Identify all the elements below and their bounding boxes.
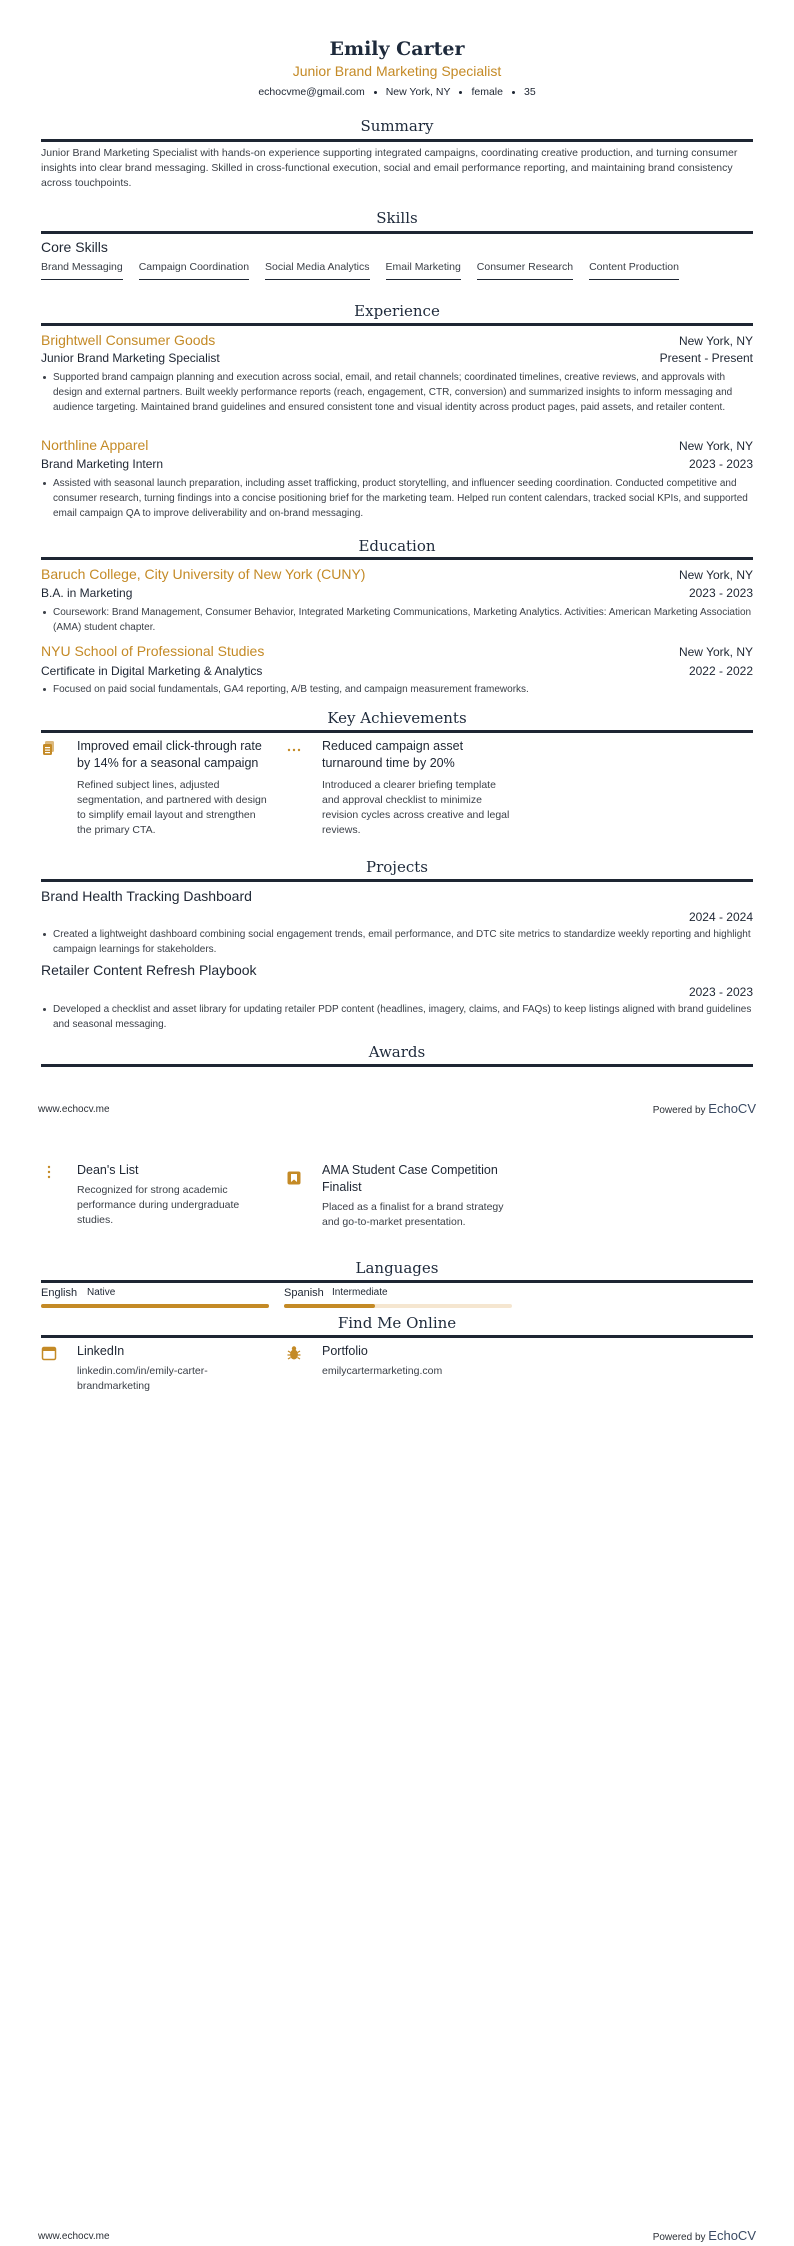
skill-chip: Campaign Coordination	[139, 261, 249, 280]
education-bullet: Coursework: Brand Management, Consumer Behavior, Integrated Marketing Communications, Marketing Analytics. Activities: American Marketing Association (AMA) student chapter.	[41, 605, 753, 635]
candidate-name: Emily Carter	[329, 38, 465, 60]
award-desc: Recognized for strong academic performance during undergraduate studies.	[77, 1184, 240, 1226]
skill-chip: Social Media Analytics	[265, 261, 369, 280]
achievement-desc: Refined subject lines, adjusted segmentation, and partnered with design to simplify email layout and strengthen the primary CTA.	[77, 779, 267, 836]
section-title-education: Education	[358, 537, 436, 555]
award-title: Dean's List	[77, 1163, 139, 1177]
section-divider	[41, 231, 753, 234]
education-org: NYU School of Professional Studies	[41, 643, 265, 659]
skills-group-label: Core Skills	[41, 239, 108, 255]
education-degree: B.A. in Marketing	[41, 586, 133, 600]
language-proficiency-fill	[41, 1304, 269, 1308]
section-title-experience: Experience	[354, 302, 440, 320]
achievement-desc: Introduced a clearer briefing template and approval checklist to minimize revision cycles across creative and legal reviews.	[322, 779, 510, 836]
online-profile-label: Portfolio	[322, 1344, 368, 1358]
language-proficiency-bar	[284, 1304, 512, 1308]
online-profile-label: LinkedIn	[77, 1344, 125, 1358]
contact-email[interactable]: echocvme@gmail.com	[258, 86, 365, 98]
section-divider	[41, 1335, 753, 1338]
footer-site-link[interactable]: www.echocv.me	[38, 1104, 110, 1115]
footer-powered-by	[653, 2228, 756, 2243]
skill-chip: Brand Messaging	[41, 261, 123, 280]
section-divider	[41, 1064, 753, 1067]
bug-icon	[286, 1345, 302, 1361]
education-location: New York, NY	[678, 568, 753, 582]
achievement-title: Improved email click-through rate by 14% for a seasonal campaign	[77, 739, 262, 770]
powered-by-brand[interactable]: EchoCV	[708, 1101, 756, 1116]
separator-dot	[374, 91, 377, 94]
experience-org: Northline Apparel	[41, 437, 149, 453]
experience-dates: 2023 - 2023	[688, 457, 753, 471]
separator-dot	[459, 91, 462, 94]
award-title: AMA Student Case Competition Finalist	[322, 1163, 498, 1194]
language-proficiency-bar	[41, 1304, 269, 1308]
language-level: Native	[87, 1287, 116, 1298]
project-dates: 2024 - 2024	[688, 910, 753, 924]
online-profile-url[interactable]: emilycartermarketing.com	[322, 1365, 443, 1377]
contact-location: New York, NY	[385, 86, 451, 98]
powered-by-prefix: Powered by	[652, 1105, 706, 1116]
section-title-summary: Summary	[360, 117, 434, 135]
contact-gender: female	[471, 86, 503, 98]
experience-bullet: Assisted with seasonal launch preparation, including asset trafficking, product storytelling, and influencer seeding coordination. Conducted competitive and consumer research, turning findings into a concise positioning brief for the marketing team. Helped run content calendars, tracked social KPIs, and supported email campaign QA to improve deliverability and on-brand messaging.	[41, 476, 753, 521]
section-divider	[41, 1280, 753, 1283]
vertical-ellipsis-icon	[41, 1164, 57, 1180]
experience-org: Brightwell Consumer Goods	[41, 332, 216, 348]
section-divider	[41, 879, 753, 882]
language-level: Intermediate	[332, 1287, 388, 1298]
section-title-achievements: Key Achievements	[327, 709, 467, 727]
project-bullet: Created a lightweight dashboard combining social engagement trends, email performance, and DTC site metrics to standardize weekly reporting and highlight campaign learnings for stakeholders.	[41, 927, 753, 957]
experience-location: New York, NY	[678, 334, 753, 348]
project-bullet: Developed a checklist and asset library for updating retailer PDP content (headlines, imagery, claims, and FAQs) to keep listings aligned with brand guidelines and seasonal messaging.	[41, 1002, 753, 1032]
section-title-awards: Awards	[368, 1043, 426, 1061]
section-divider	[41, 323, 753, 326]
separator-dot	[512, 91, 515, 94]
section-divider	[41, 730, 753, 733]
education-location: New York, NY	[678, 645, 753, 659]
experience-position: Brand Marketing Intern	[41, 457, 164, 471]
footer-powered-by	[653, 1101, 756, 1116]
powered-by-brand[interactable]: EchoCV	[708, 2228, 756, 2243]
achievement-title: Reduced campaign asset turnaround time by 20%	[322, 739, 464, 770]
skill-chip: Email Marketing	[386, 261, 461, 280]
language-name: Spanish	[284, 1287, 324, 1299]
education-dates: 2023 - 2023	[688, 586, 753, 600]
language-proficiency-fill	[284, 1304, 375, 1308]
project-name: Retailer Content Refresh Playbook	[41, 962, 257, 978]
ellipsis-icon	[286, 740, 302, 756]
experience-location: New York, NY	[678, 439, 753, 453]
bookmark-icon	[286, 1170, 302, 1186]
section-divider	[41, 139, 753, 142]
calendar-icon	[41, 1345, 57, 1361]
skill-chip: Content Production	[589, 261, 679, 280]
section-title-online: Find Me Online	[337, 1314, 457, 1332]
section-divider	[41, 557, 753, 560]
online-profile-url[interactable]: linkedin.com/in/emily-carter-brandmarketing	[77, 1365, 208, 1392]
footer-site-link[interactable]: www.echocv.me	[38, 2231, 110, 2242]
contact-line	[0, 86, 794, 98]
education-degree: Certificate in Digital Marketing & Analytics	[41, 664, 263, 678]
education-org: Baruch College, City University of New York (CUNY)	[41, 566, 366, 582]
education-bullet: Focused on paid social fundamentals, GA4 reporting, A/B testing, and campaign measurement frameworks.	[41, 682, 753, 697]
project-dates: 2023 - 2023	[688, 985, 753, 999]
section-title-skills: Skills	[376, 209, 418, 227]
experience-position: Junior Brand Marketing Specialist	[41, 351, 220, 365]
experience-bullet: Supported brand campaign planning and execution across social, email, and retail channels; coordinated timelines, creative reviews, and approvals with design and external partners. Built weekly performance reports (reach, engagement, CTR, conversion) and summarized insights to inform messaging and audience targeting. Maintained brand guidelines and ensured consistent tone and visual identity across product pages, paid assets, and retailer content.	[41, 370, 753, 415]
project-name: Brand Health Tracking Dashboard	[41, 888, 252, 904]
candidate-role: Junior Brand Marketing Specialist	[292, 63, 502, 79]
award-desc: Placed as a finalist for a brand strategy and go-to-market presentation.	[322, 1201, 504, 1228]
section-title-projects: Projects	[366, 858, 428, 876]
experience-dates: Present - Present	[659, 351, 753, 365]
contact-age: 35	[523, 86, 536, 98]
powered-by-prefix: Powered by	[652, 2232, 706, 2243]
section-title-languages: Languages	[355, 1259, 439, 1277]
skill-chip: Consumer Research	[477, 261, 573, 280]
skills-list	[41, 261, 679, 280]
clipboard-list-icon	[41, 740, 57, 756]
language-name: English	[41, 1287, 78, 1299]
summary-text: Junior Brand Marketing Specialist with hands-on experience supporting integrated campaigns, coordinating creative production, and turning consumer insights into clear brand messaging. Skilled in cross-functional execution, social and email performance reporting, and maintaining brand consistency across touchpoints.	[41, 147, 738, 189]
education-dates: 2022 - 2022	[688, 664, 753, 678]
